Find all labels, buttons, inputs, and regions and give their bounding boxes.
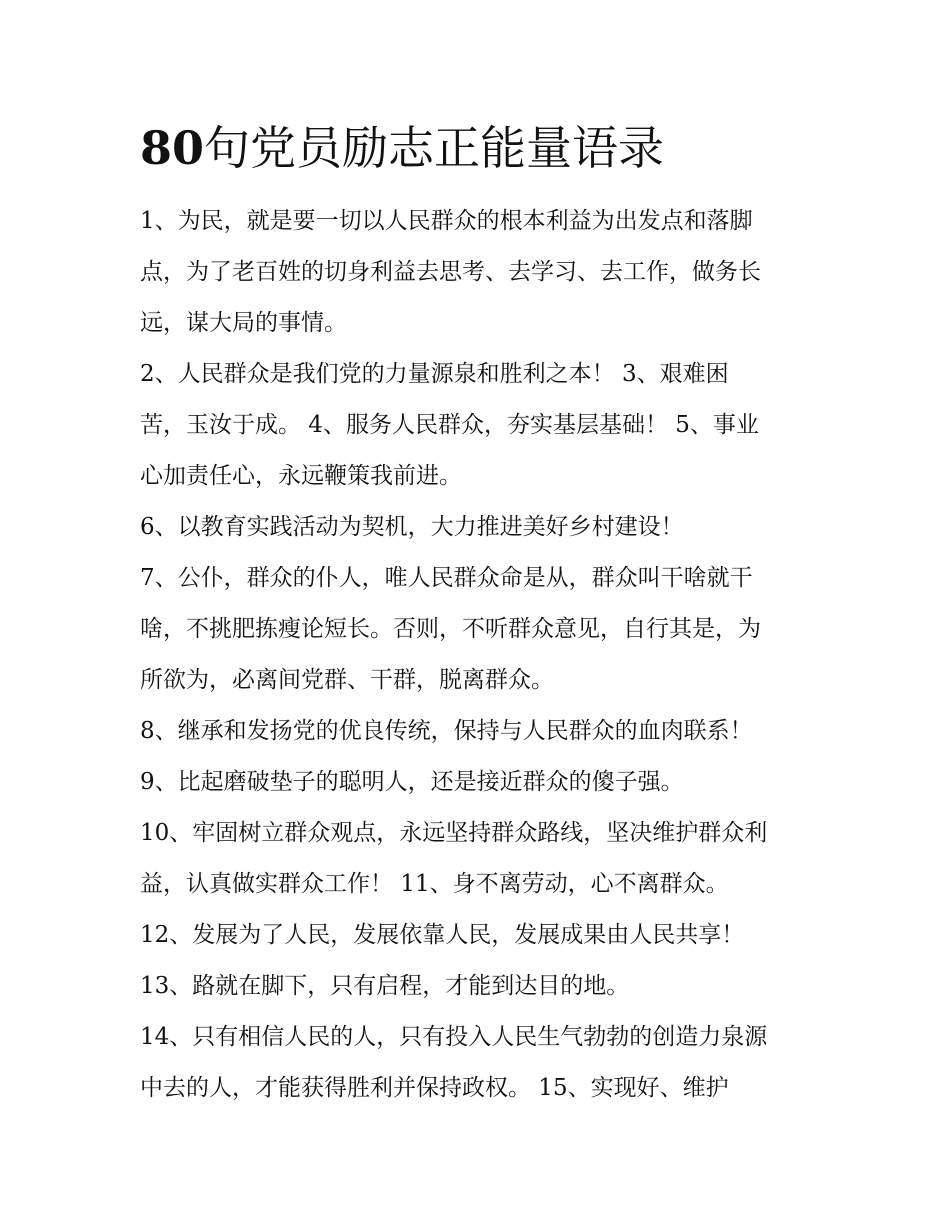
paragraph-line: 中去的人，才能获得胜利并保持政权。 15、实现好、维护 (140, 1075, 729, 1101)
paragraph-line: 苦，玉汝于成。 4、服务人民群众，夯实基层基础！ 5、事业 (140, 412, 759, 438)
paragraph (140, 553, 820, 706)
paragraph-line: 12、发展为了人民，发展依靠人民，发展成果由人民共享！ (140, 922, 745, 948)
paragraph (140, 349, 820, 502)
paragraph-line: 14、只有相信人民的人，只有投入人民生气勃勃的创造力泉源 (140, 1024, 768, 1050)
paragraph-line: 点，为了老百姓的切身利益去思考、去学习、去工作，做务长 (140, 259, 761, 285)
paragraph-line: 8、继承和发扬党的优良传统，保持与人民群众的血肉联系！ (140, 718, 753, 744)
document-title (140, 118, 664, 178)
paragraph-line: 1、为民，就是要一切以人民群众的根本利益为出发点和落脚 (140, 208, 753, 234)
paragraph (140, 808, 820, 910)
paragraph (140, 910, 820, 961)
paragraph (140, 502, 820, 553)
paragraph-line: 6、以教育实践活动为契机，大力推进美好乡村建设！ (140, 514, 684, 540)
paragraph-line: 啥，不挑肥拣瘦论短长。否则，不听群众意见，自行其是，为 (140, 616, 761, 642)
title-number: 80 (140, 121, 205, 175)
paragraph-line: 9、比起磨破垫子的聪明人，还是接近群众的傻子强。 (140, 769, 684, 795)
document-body (140, 196, 820, 1114)
paragraph-line: 13、路就在脚下，只有启程，才能到达目的地。 (140, 973, 630, 999)
paragraph-line: 7、公仆，群众的仆人，唯人民群众命是从，群众叫干啥就干 (140, 565, 753, 591)
paragraph (140, 1012, 820, 1114)
paragraph-line: 10、牢固树立群众观点，永远坚持群众路线，坚决维护群众利 (140, 820, 768, 846)
paragraph (140, 757, 820, 808)
paragraph-line: 益，认真做实群众工作！ 11、身不离劳动，心不离群众。 (140, 871, 729, 897)
paragraph-line: 所欲为，必离间党群、干群，脱离群众。 (140, 667, 554, 693)
paragraph (140, 961, 820, 1012)
paragraph-line: 远，谋大局的事情。 (140, 310, 347, 336)
paragraph-line: 2、人民群众是我们党的力量源泉和胜利之本！ 3、艰难困 (140, 361, 729, 387)
title-text: 句党员励志正能量语录 (204, 121, 665, 175)
paragraph (140, 706, 820, 757)
paragraph-line: 心加责任心，永远鞭策我前进。 (140, 463, 462, 489)
paragraph (140, 196, 820, 349)
